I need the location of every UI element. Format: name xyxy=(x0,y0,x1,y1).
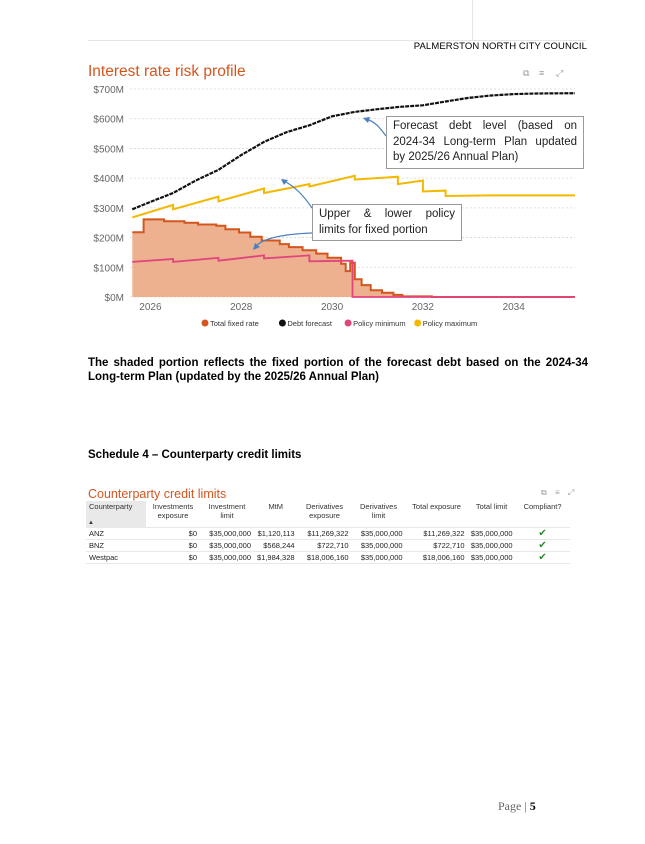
table-row xyxy=(86,528,570,540)
table-cell: $11,269,322 xyxy=(298,528,352,540)
x-tick-label: 2028 xyxy=(230,302,253,313)
schedule-heading: Schedule 4 – Counterparty credit limits xyxy=(88,449,302,461)
table-row xyxy=(86,552,570,564)
forecast-annotation-line: Forecast debt level (based on xyxy=(393,120,577,132)
forecast-arrow xyxy=(366,119,386,136)
x-tick-label: 2030 xyxy=(320,302,344,313)
column-header[interactable]: Derivatives limit xyxy=(360,502,398,520)
y-tick-label: $700M xyxy=(93,85,124,96)
table-row xyxy=(86,540,570,552)
policy-annotation-line: limits for fixed portion xyxy=(319,223,428,236)
y-axis-ticks xyxy=(93,85,124,304)
y-tick-label: $600M xyxy=(93,114,124,126)
credit-table-toolbar xyxy=(541,488,574,498)
column-header[interactable]: Investment limit xyxy=(208,502,246,520)
column-header[interactable]: Counterparty ▲ xyxy=(86,501,146,528)
sort-ascending-icon[interactable]: ▲ xyxy=(88,520,94,526)
forecast-annotation-line: 2024-34 Long-term Plan updated xyxy=(393,135,577,148)
table-cell: BNZ xyxy=(86,540,146,552)
credit-table-title: Counterparty credit limits xyxy=(88,487,227,501)
table-cell: $18,006,160 xyxy=(406,552,468,564)
x-axis-ticks xyxy=(139,302,525,313)
header-rule-vertical xyxy=(472,0,473,40)
chart-caption: The shaded portion reflects the fixed portion of the forecast debt based on the 2024-34 Long-term Plan (updated by the 2025/26 Annual Plan) xyxy=(88,357,588,383)
compliant-check-icon: ✔ xyxy=(516,528,570,540)
legend-label: Policy maximum xyxy=(422,319,478,328)
compliant-check-icon: ✔ xyxy=(516,540,570,552)
column-header[interactable]: Total exposure xyxy=(412,502,461,511)
organisation-name: PALMERSTON NORTH CITY COUNCIL xyxy=(413,41,587,52)
table-cell: $722,710 xyxy=(406,540,468,552)
table-cell: $11,269,322 xyxy=(406,528,468,540)
copy-icon[interactable]: ⧉ xyxy=(523,68,530,78)
legend-swatch xyxy=(414,320,421,327)
y-tick-label: $300M xyxy=(93,203,124,215)
compliant-check-icon: ✔ xyxy=(516,552,570,564)
table-cell: $1,120,113 xyxy=(254,528,298,540)
forecast-arrowhead xyxy=(363,117,370,123)
table-header-row xyxy=(86,501,570,528)
table-cell: ANZ xyxy=(86,528,146,540)
column-header[interactable]: Derivatives exposure xyxy=(306,502,344,520)
table-cell: $35,000,000 xyxy=(200,528,254,540)
page-separator: | xyxy=(524,799,527,813)
table-cell: $0 xyxy=(146,540,200,552)
chart-title: Interest rate risk profile xyxy=(88,63,246,80)
table-cell: $1,984,328 xyxy=(254,552,298,564)
page-number: 5 xyxy=(529,799,536,813)
table-cell: $568,244 xyxy=(254,540,298,552)
legend-swatch xyxy=(345,320,352,327)
y-tick-label: $500M xyxy=(93,144,124,156)
column-header[interactable]: Investments exposure xyxy=(152,502,194,520)
table-cell: $35,000,000 xyxy=(468,528,516,540)
expand-icon[interactable]: ⤢ xyxy=(567,488,575,497)
legend-label: Policy minimum xyxy=(353,319,406,328)
filter-icon[interactable]: ≡ xyxy=(539,68,545,78)
forecast-annotation xyxy=(386,116,584,169)
legend-swatch xyxy=(279,320,286,327)
table-cell: $35,000,000 xyxy=(352,528,406,540)
table-cell: $722,710 xyxy=(298,540,352,552)
y-tick-label: $0M xyxy=(104,293,124,304)
copy-icon[interactable]: ⧉ xyxy=(541,488,547,497)
policy-annotation-line: Upper & lower policy xyxy=(319,208,455,220)
filter-icon[interactable]: ≡ xyxy=(554,488,560,497)
x-tick-label: 2026 xyxy=(139,302,162,313)
y-tick-label: $100M xyxy=(93,263,124,275)
table-cell: $0 xyxy=(146,528,200,540)
legend-swatch xyxy=(202,320,209,327)
column-header[interactable]: MtM xyxy=(268,502,284,511)
table-cell: $35,000,000 xyxy=(352,552,406,564)
legend-label: Total fixed rate xyxy=(210,319,259,328)
table-cell: $35,000,000 xyxy=(352,540,406,552)
table-cell: Westpac xyxy=(86,552,146,564)
x-tick-label: 2032 xyxy=(411,302,435,313)
table-cell: $35,000,000 xyxy=(200,552,254,564)
chart-legend xyxy=(202,319,478,328)
page-label: Page xyxy=(498,799,522,813)
counterparty-credit-table xyxy=(86,501,570,564)
policy-annotation xyxy=(312,204,462,241)
table-cell: $35,000,000 xyxy=(468,552,516,564)
table-cell: $18,006,160 xyxy=(298,552,352,564)
table-cell: $35,000,000 xyxy=(200,540,254,552)
table-cell: $35,000,000 xyxy=(468,540,516,552)
column-header[interactable]: Total limit xyxy=(475,502,508,511)
table-cell: $0 xyxy=(146,552,200,564)
column-header[interactable]: Compliant? xyxy=(523,502,562,511)
forecast-annotation-line: by 2025/26 Annual Plan) xyxy=(393,151,519,163)
x-tick-label: 2034 xyxy=(502,302,525,313)
page-footer xyxy=(498,799,536,814)
y-tick-label: $200M xyxy=(93,233,124,245)
expand-icon[interactable]: ⤢ xyxy=(556,68,564,78)
legend-label: Debt forecast xyxy=(287,319,333,328)
y-tick-label: $400M xyxy=(93,174,124,186)
